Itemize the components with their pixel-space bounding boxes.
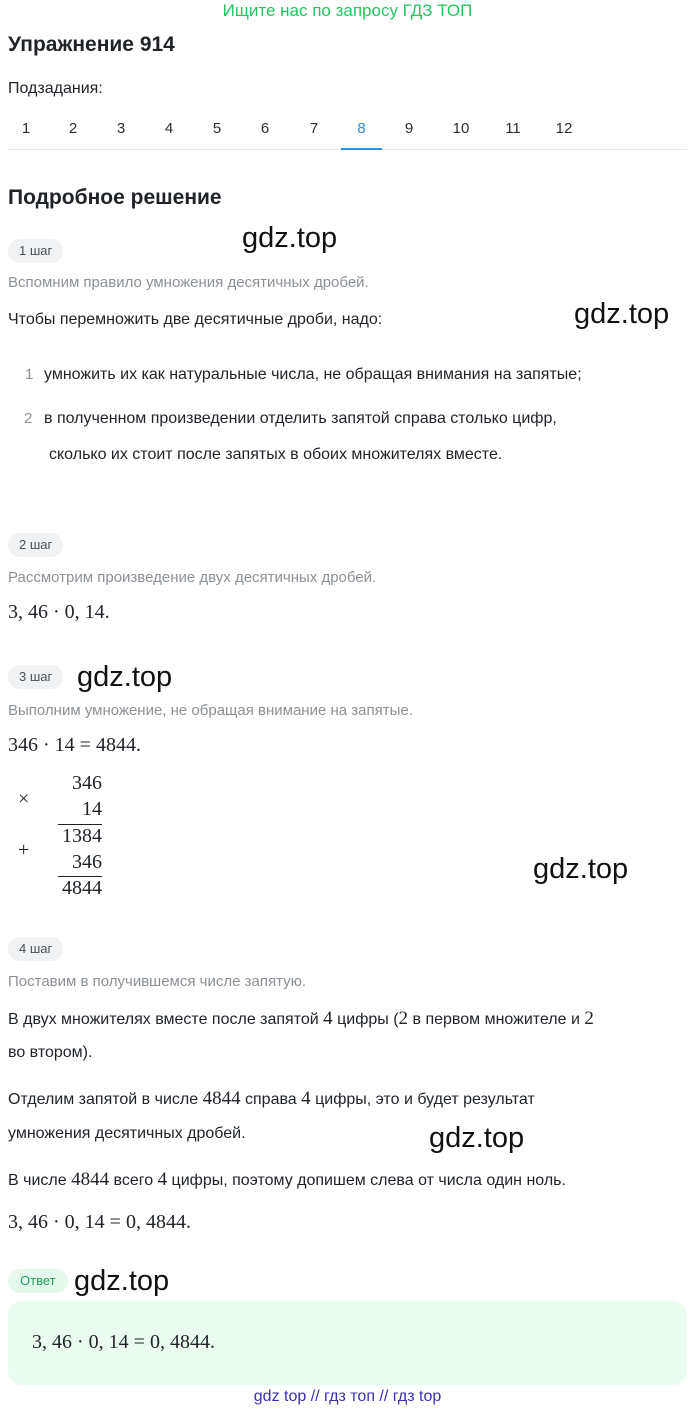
list-item-1: умножить их как натуральные числа, не обращая внимания на запятые; bbox=[44, 366, 582, 383]
tab-9[interactable]: 9 bbox=[404, 120, 414, 137]
step-badge-4: 4 шаг bbox=[8, 937, 63, 961]
list-number-1: 1 bbox=[25, 366, 34, 383]
tab-2[interactable]: 2 bbox=[68, 120, 78, 137]
text-span: цифры ( bbox=[337, 1011, 399, 1028]
text-span: справа bbox=[245, 1091, 297, 1108]
tab-6[interactable]: 6 bbox=[260, 120, 270, 137]
watermark: gdz.top bbox=[74, 1265, 170, 1297]
step4-paragraph-1-line1 bbox=[8, 1008, 594, 1030]
text-span: В двух множителях вместе после запятой bbox=[8, 1011, 319, 1028]
number-span: 2 bbox=[584, 1008, 594, 1029]
list-number-2: 2 bbox=[24, 410, 33, 427]
number-span: 4 bbox=[323, 1008, 333, 1029]
partial-product-2: 346 bbox=[72, 851, 102, 873]
step2-hint: Рассмотрим произведение двух десятичных дробей. bbox=[8, 569, 377, 586]
list-item-2-line2: сколько их стоит после запятых в обоих множителях вместе. bbox=[49, 446, 503, 463]
partial-product-1: 1384 bbox=[62, 825, 102, 847]
factor-1: 346 bbox=[72, 772, 102, 794]
step4-paragraph-2-line1 bbox=[8, 1088, 535, 1110]
watermark: gdz.top bbox=[429, 1122, 525, 1154]
text-span: цифры, поэтому допишем слева от числа один ноль. bbox=[171, 1172, 566, 1189]
step4-paragraph-3 bbox=[8, 1169, 566, 1191]
section-title: Подробное решение bbox=[8, 186, 222, 209]
factor-2: 14 bbox=[82, 798, 102, 820]
subtasks-label: Подзадания: bbox=[8, 80, 103, 97]
footer-links[interactable]: gdz top // гдз топ // гдз top bbox=[253, 1388, 442, 1405]
subtask-tabs bbox=[8, 110, 687, 150]
step4-hint: Поставим в получившемся числе запятую. bbox=[8, 973, 307, 990]
tab-5[interactable]: 5 bbox=[212, 120, 222, 137]
page-title: Упражнение 914 bbox=[8, 33, 175, 56]
column-result: 4844 bbox=[62, 877, 102, 899]
answer-box bbox=[8, 1301, 687, 1385]
number-span: 4 bbox=[157, 1169, 168, 1190]
list-item-2-line1: в полученном произведении отделить запятой справа столько цифр, bbox=[44, 410, 557, 427]
step3-hint: Выполним умножение, не обращая внимание на запятые. bbox=[8, 702, 413, 719]
tab-3[interactable]: 3 bbox=[116, 120, 126, 137]
number-span: 2 bbox=[398, 1008, 409, 1029]
top-banner[interactable]: Ищите нас по запросу ГДЗ ТОП bbox=[222, 1, 473, 20]
column-multiplication bbox=[14, 772, 114, 902]
text-span: в первом множителе и bbox=[412, 1011, 580, 1028]
tab-4[interactable]: 4 bbox=[164, 120, 174, 137]
step4-paragraph-2-line2: умножения десятичных дробей. bbox=[8, 1125, 246, 1142]
number-span: 4 bbox=[301, 1088, 311, 1109]
tab-10[interactable]: 10 bbox=[452, 120, 470, 137]
watermark: gdz.top bbox=[533, 853, 629, 885]
step1-intro: Чтобы перемножить две десятичные дроби, надо: bbox=[8, 311, 383, 328]
tab-8[interactable]: 8 bbox=[341, 110, 382, 150]
step4-expression: 3, 46 · 0, 14 = 0, 4844. bbox=[8, 1211, 191, 1233]
step3-expression: 346 · 14 = 4844. bbox=[8, 734, 141, 756]
step-badge-3: 3 шаг bbox=[8, 665, 63, 689]
times-sign: × bbox=[18, 788, 30, 810]
text-span: Отделим запятой в числе bbox=[8, 1091, 199, 1108]
step2-expression: 3, 46 · 0, 14. bbox=[8, 601, 110, 623]
watermark: gdz.top bbox=[574, 298, 670, 330]
watermark: gdz.top bbox=[77, 661, 173, 693]
step4-paragraph-1-line2: во втором). bbox=[8, 1044, 93, 1061]
text-span: цифры, это и будет результат bbox=[315, 1091, 535, 1108]
tab-7[interactable]: 7 bbox=[309, 120, 319, 137]
answer-expression: 3, 46 · 0, 14 = 0, 4844. bbox=[32, 1331, 215, 1353]
step-badge-2: 2 шаг bbox=[8, 533, 63, 557]
number-span: 4844 bbox=[71, 1169, 110, 1190]
plus-sign: + bbox=[18, 839, 30, 861]
step1-hint: Вспомним правило умножения десятичных дробей. bbox=[8, 274, 369, 291]
answer-badge: Ответ bbox=[8, 1269, 68, 1293]
watermark: gdz.top bbox=[242, 222, 338, 254]
tab-12[interactable]: 12 bbox=[555, 120, 573, 137]
text-span: В числе bbox=[8, 1172, 67, 1189]
step-badge-1: 1 шаг bbox=[8, 239, 63, 263]
number-span: 4844 bbox=[202, 1088, 241, 1109]
text-span: всего bbox=[113, 1172, 154, 1189]
tab-1[interactable]: 1 bbox=[21, 120, 31, 137]
tab-11[interactable]: 11 bbox=[505, 120, 521, 137]
